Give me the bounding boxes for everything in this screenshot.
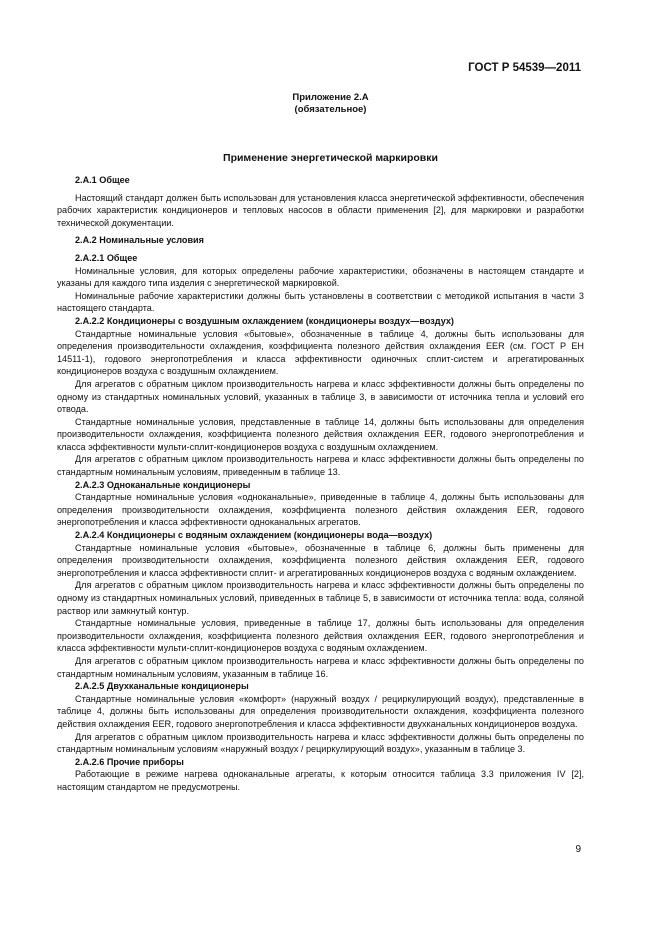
paragraph: Номинальные условия, для которых определены рабочие характеристики, обозначены в настоящем стандарте и указаны для каждого типа изделия с энергетической маркировкой. [57, 265, 584, 289]
paragraph: Для агрегатов с обратным циклом производительность нагрева и класс эффективности должны быть определены по стандартным номинальным условиям «наружный воздух / рециркулирующий воздух», указанным в таблице 3. [57, 731, 584, 755]
paragraph: Стандартные номинальные условия «бытовые», обозначенные в таблице 6, должны быть применены для определения производительности охлаждения, коэффициента полезного действия охлаждения EER, годового энергопотребления и класса эффективности сплит- и агрегатированных кондиционеров воздуха с водяным охлаждением. [57, 542, 584, 578]
paragraph: Для агрегатов с обратным циклом производительность нагрева и класс эффективности должны быть определены по стандартным номинальным условиям, указанным в таблице 16. [57, 655, 584, 679]
heading-2a26: 2.А.2.6 Прочие приборы [75, 756, 184, 767]
paragraph: Для агрегатов с обратным циклом производительность нагрева и класс эффективности должны быть определены по одному из стандартных номинальных условий, приведенных в таблице 5, в зависимости от источника тепла: вода, соляной раствор или замкнутый контур. [57, 580, 584, 616]
heading-2a23: 2.А.2.3 Одноканальные кондиционеры [75, 479, 251, 490]
paragraph: Для агрегатов с обратным циклом производительность нагрева и класс эффективности должны быть определены по одному из стандартных номинальных условий, указанных в таблице 3, в зависимости от источника тепла и условий его отвода. [57, 378, 584, 415]
section-title: Применение энергетической маркировки [223, 152, 438, 164]
annex-title: Приложение 2.А [292, 92, 369, 103]
paragraph: Работающие в режиме нагрева одноканальные агрегаты, к которым относится таблица 3.3 приложения IV [2], настоящим стандартом не предусмотрены. [57, 769, 584, 792]
heading-2a24: 2.А.2.4 Кондиционеры с водяным охлаждением (кондиционеры вода—воздух) [75, 530, 433, 541]
page-number: 9 [575, 844, 581, 855]
paragraph: Стандартные номинальные условия, представленные в таблице 14, должны быть использованы для определения производительности охлаждения, коэффициента полезного действия охлаждения EER, годового энергопотребления и класса эффективности мульти-сплит-кондиционеров воздуха с воздушным охлаждением. [57, 416, 584, 452]
heading-2a22: 2.А.2.2 Кондиционеры с воздушным охлаждением (кондиционеры воздух—воздух) [75, 315, 454, 326]
paragraph: Стандартные номинальные условия, приведенные в таблице 17, должны быть использованы для определения производительности охлаждения, коэффициента полезного действия охлаждения EER, годового энергопотребления и класса эффективности мульти-сплит-кондиционеров воздуха с водяным охлаждением. [57, 618, 584, 654]
heading-2a25: 2.А.2.5 Двухканальные кондиционеры [75, 681, 249, 692]
standard-number: ГОСТ Р 54539—2011 [468, 62, 581, 74]
paragraph: Стандартные номинальные условия «комфорт» (наружный воздух / рециркулирующий воздух), представленные в таблице 4, должны быть использованы для определения производительности охлаждения, коэффициента полезного действия охлаждения EER, годового энергопотребления и класса эффективности двухканальных кондиционеров воздуха. [57, 693, 584, 729]
paragraph: Номинальные рабочие характеристики должны быть установлены в соответствии с методикой испытания в части 3 настоящего стандарта. [57, 290, 584, 314]
heading-2a1: 2.А.1 Общее [75, 175, 130, 185]
document-body [57, 174, 584, 794]
paragraph: Настоящий стандарт должен быть использован для установления класса энергетической эффективности, обеспечения рабочих характеристик кондиционеров и тепловых насосов в области применения [2], для маркировки и разработки технической документации. [57, 192, 584, 228]
paragraph: Стандартные номинальные условия «бытовые», обозначенные в таблице 4, должны быть использованы для определения производительности охлаждения, коэффициента полезного действия охлаждения EER (см. ГОСТ Р ЕН 14511-1), годового энергопотребления и класса эффективности одиночных сплит-систем и агрегатированных кондиционеров воздуха с воздушным охлаждением. [57, 328, 584, 377]
paragraph: Для агрегатов с обратным циклом производительность нагрева и класс эффективности должны быть определены по стандартным номинальным условиям, приведенным в таблице 13. [57, 454, 584, 478]
paragraph: Стандартные номинальные условия «одноканальные», приведенные в таблице 4, должны быть использованы для определения производительности охлаждения, коэффициента полезного действия охлаждения EER, годового энергопотребления и класса эффективности одноканальных агрегатов. [57, 492, 584, 528]
heading-2a21: 2.А.2.1 Общее [75, 252, 138, 263]
heading-2a2: 2.А.2 Номинальные условия [75, 235, 204, 246]
annex-status: (обязательное) [294, 104, 367, 115]
